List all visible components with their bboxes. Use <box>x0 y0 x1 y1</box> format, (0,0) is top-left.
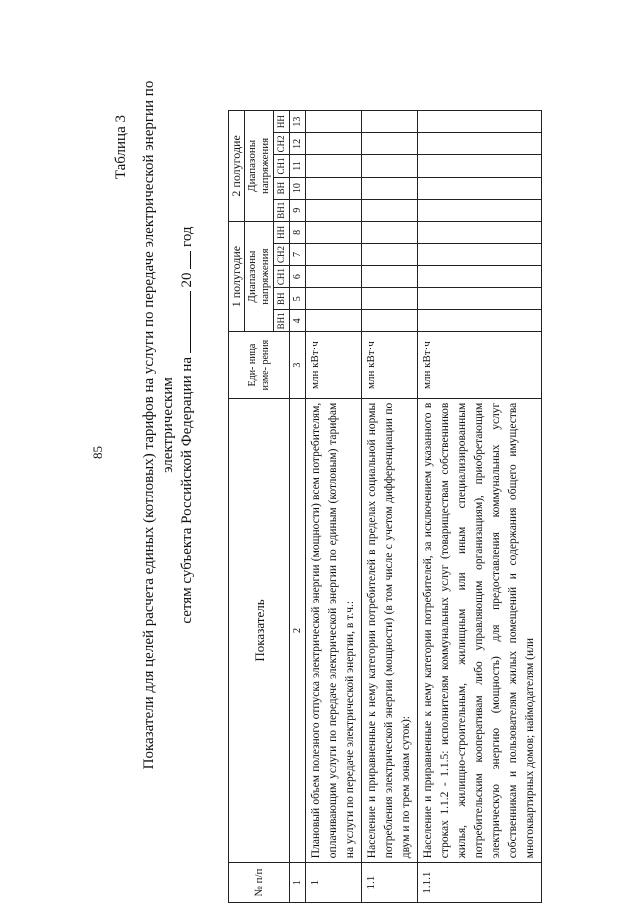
header-level-nn-h1: НН <box>274 221 290 243</box>
indicators-table <box>228 110 542 903</box>
value-cell <box>418 243 542 265</box>
value-cell <box>362 288 418 310</box>
row-unit: млн кВт·ч <box>362 332 418 398</box>
index-cell: 12 <box>290 133 306 155</box>
row-indicator: Население и приравненные к нему категории потребителей в пределах социальной нормы потребления электрической энергии (мощности) (в том числе с учетом дифференциации по двум и по трем зонам суток): <box>362 398 418 862</box>
row-indicator: Плановый объем полезного отпуска электрической энергии (мощности) всем потребителям, оплачивающим услуги по передаче электрической энергии по единым (котловым) тарифам на услуги по передаче электрической энергии, в т.ч.: <box>306 398 362 862</box>
header-level-vn-h1: ВН <box>274 288 290 310</box>
title-line-2-year: 20 <box>179 272 195 288</box>
value-cell <box>306 288 362 310</box>
table-caption: Таблица 3 <box>113 115 129 180</box>
value-cell <box>306 111 362 133</box>
value-cell <box>418 310 542 332</box>
title-line-2-prefix: сетям субъекта Российской Федерации на <box>179 356 195 624</box>
table-row <box>418 111 542 903</box>
value-cell <box>418 133 542 155</box>
index-cell: 4 <box>290 310 306 332</box>
value-cell <box>306 199 362 221</box>
table-row <box>362 111 418 903</box>
value-cell <box>418 199 542 221</box>
value-cell <box>306 177 362 199</box>
value-cell <box>418 155 542 177</box>
row-num: 1.1 <box>362 863 418 903</box>
value-cell <box>362 133 418 155</box>
header-level-vn1-h1: ВН1 <box>274 310 290 332</box>
value-cell <box>362 243 418 265</box>
value-cell <box>306 155 362 177</box>
header-unit: Еди- ница изме- рения <box>229 332 290 398</box>
title-blank-year <box>178 251 191 269</box>
row-unit: млн кВт·ч <box>418 332 542 398</box>
row-indicator: Население и приравненные к нему категории потребителей, за исключением указанного в строках 1.1.2 - 1.1.5: исполнителям коммунальных услуг (товариществам собственников жилья, жилищно-строительным, жилищным или иным специализированным потребительским кооперативам либо управляющим организациям), приобретающим электрическую энергию (мощность) для предоставления коммунальных услуг собственникам и пользователям жилых помещений и содержания общего имущества многоквартирных домов; наймодателям (или <box>418 398 542 862</box>
header-num: № п/п <box>229 863 290 903</box>
header-voltage-ranges-2: Диапазоны напряжения <box>245 111 274 222</box>
title-blank-day <box>178 291 191 353</box>
index-cell: 9 <box>290 199 306 221</box>
index-cell: 7 <box>290 243 306 265</box>
header-half-1: 1 полугодие <box>229 221 245 332</box>
header-half-2: 2 полугодие <box>229 111 245 222</box>
row-unit: млн кВт·ч <box>306 332 362 398</box>
value-cell <box>418 221 542 243</box>
table-row <box>306 111 362 903</box>
value-cell <box>362 177 418 199</box>
index-cell: 13 <box>290 111 306 133</box>
value-cell <box>362 199 418 221</box>
index-cell: 6 <box>290 266 306 288</box>
value-cell <box>362 111 418 133</box>
value-cell <box>362 155 418 177</box>
header-level-vn1-h2: ВН1 <box>274 199 290 221</box>
header-level-sn1-h1: СН1 <box>274 266 290 288</box>
header-level-sn2-h1: СН2 <box>274 243 290 265</box>
document-title <box>140 75 197 775</box>
value-cell <box>418 111 542 133</box>
value-cell <box>306 266 362 288</box>
value-cell <box>306 310 362 332</box>
index-cell: 3 <box>290 332 306 398</box>
header-voltage-ranges-1: Диапазоны напряжения <box>245 221 274 332</box>
header-level-nn-h2: НН <box>274 111 290 133</box>
value-cell <box>418 177 542 199</box>
index-cell: 5 <box>290 288 306 310</box>
value-cell <box>418 288 542 310</box>
value-cell <box>306 243 362 265</box>
index-cell: 8 <box>290 221 306 243</box>
title-line-2-suffix: год <box>179 226 195 247</box>
header-indicator: Показатель <box>229 398 290 862</box>
value-cell <box>306 133 362 155</box>
index-cell: 10 <box>290 177 306 199</box>
page-number: 85 <box>90 446 105 459</box>
header-level-sn1-h2: СН1 <box>274 155 290 177</box>
value-cell <box>418 266 542 288</box>
header-level-vn-h2: ВН <box>274 177 290 199</box>
index-cell: 11 <box>290 155 306 177</box>
value-cell <box>362 266 418 288</box>
value-cell <box>362 221 418 243</box>
title-line-2 <box>178 75 197 775</box>
row-num: 1 <box>306 863 362 903</box>
index-cell: 1 <box>290 863 306 903</box>
value-cell <box>362 310 418 332</box>
value-cell <box>306 221 362 243</box>
row-num: 1.1.1 <box>418 863 542 903</box>
index-cell: 2 <box>290 398 306 862</box>
title-line-1: Показатели для целей расчета единых (котловых) тарифов на услуги по передаче электрической энергии по электрическим <box>141 80 176 770</box>
header-level-sn2-h2: СН2 <box>274 133 290 155</box>
